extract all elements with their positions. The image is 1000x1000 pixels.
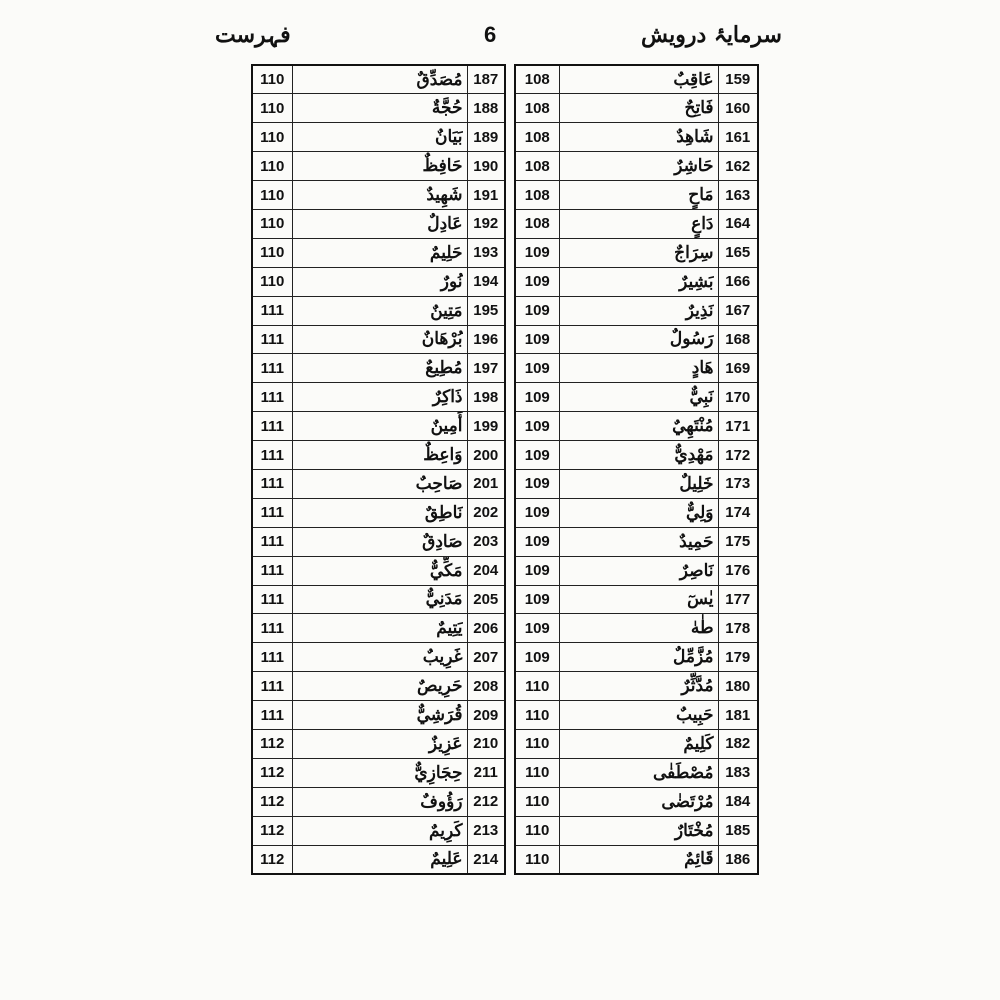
page-cell: 109 [515, 296, 559, 325]
name-cell: مَتِينٌ [292, 296, 467, 325]
name-cell: مَاحٍ [559, 181, 718, 210]
name-cell: عَاقِبٌ [559, 65, 718, 94]
name-cell: صَادِقٌ [292, 527, 467, 556]
number-cell: 167 [718, 296, 758, 325]
page-cell: 109 [515, 383, 559, 412]
number-cell: 186 [718, 845, 758, 874]
table-row [515, 556, 758, 585]
page-cell: 111 [252, 585, 292, 614]
page-cell: 109 [515, 556, 559, 585]
page-cell: 111 [252, 354, 292, 383]
name-cell: مَكِّيٌّ [292, 556, 467, 585]
page-cell: 109 [515, 469, 559, 498]
name-cell: مَدَنِيٌّ [292, 585, 467, 614]
table-row [252, 816, 505, 845]
name-cell: حِجَازِيٌّ [292, 758, 467, 787]
name-cell: نَاصِرٌ [559, 556, 718, 585]
number-cell: 177 [718, 585, 758, 614]
table-row [515, 585, 758, 614]
name-cell: شَهِيدٌ [292, 181, 467, 210]
number-cell: 189 [467, 123, 505, 152]
table-row [515, 758, 758, 787]
name-cell: حَبِيبٌ [559, 701, 718, 730]
name-cell: مُصَدِّقٌ [292, 65, 467, 94]
number-cell: 198 [467, 383, 505, 412]
table-row [515, 701, 758, 730]
page-cell: 111 [252, 498, 292, 527]
name-cell: غَرِيبٌ [292, 643, 467, 672]
number-cell: 202 [467, 498, 505, 527]
number-cell: 161 [718, 123, 758, 152]
name-cell: رَسُولٌ [559, 325, 718, 354]
table-row [515, 672, 758, 701]
number-cell: 190 [467, 152, 505, 181]
table-row [252, 527, 505, 556]
number-cell: 160 [718, 94, 758, 123]
table-row [252, 729, 505, 758]
table-row [515, 94, 758, 123]
page-cell: 110 [252, 65, 292, 94]
table-row [252, 238, 505, 267]
number-cell: 174 [718, 498, 758, 527]
table-row [515, 729, 758, 758]
number-cell: 171 [718, 412, 758, 441]
name-cell: حُجَّةٌ [292, 94, 467, 123]
number-cell: 214 [467, 845, 505, 874]
number-cell: 191 [467, 181, 505, 210]
table-row [252, 585, 505, 614]
number-cell: 210 [467, 729, 505, 758]
table-row [252, 701, 505, 730]
page-cell: 108 [515, 65, 559, 94]
table-row [515, 787, 758, 816]
number-cell: 200 [467, 441, 505, 470]
table-row [252, 556, 505, 585]
number-cell: 212 [467, 787, 505, 816]
number-cell: 165 [718, 238, 758, 267]
name-cell: نَبِيٌّ [559, 383, 718, 412]
page-cell: 110 [252, 238, 292, 267]
page-cell: 111 [252, 441, 292, 470]
name-cell: دَاعٍ [559, 209, 718, 238]
name-cell: عَزِيزٌ [292, 729, 467, 758]
name-cell: طٰهٰ [559, 614, 718, 643]
page-cell: 110 [252, 123, 292, 152]
page-cell: 110 [252, 181, 292, 210]
page-cell: 111 [252, 383, 292, 412]
index-table-right-body [515, 65, 758, 874]
table-row [252, 441, 505, 470]
name-cell: مُدَّثِّرٌ [559, 672, 718, 701]
page-cell: 109 [515, 354, 559, 383]
name-cell: مُطِيعٌ [292, 354, 467, 383]
table-row [252, 325, 505, 354]
number-cell: 180 [718, 672, 758, 701]
page-cell: 112 [252, 758, 292, 787]
number-cell: 197 [467, 354, 505, 383]
name-cell: نَاطِقٌ [292, 498, 467, 527]
table-row [252, 845, 505, 874]
name-cell: أَمِينٌ [292, 412, 467, 441]
name-cell: قَائِمٌ [559, 845, 718, 874]
table-row [515, 152, 758, 181]
table-row [515, 816, 758, 845]
number-cell: 168 [718, 325, 758, 354]
table-row [515, 845, 758, 874]
page-cell: 111 [252, 527, 292, 556]
page-cell: 111 [252, 412, 292, 441]
number-cell: 163 [718, 181, 758, 210]
number-cell: 208 [467, 672, 505, 701]
name-cell: نُورٌ [292, 267, 467, 296]
page-cell: 110 [515, 787, 559, 816]
name-cell: نَذِيرٌ [559, 296, 718, 325]
name-cell: مَهْدِيٌّ [559, 441, 718, 470]
name-cell: خَلِيلٌ [559, 469, 718, 498]
number-cell: 205 [467, 585, 505, 614]
number-cell: 201 [467, 469, 505, 498]
table-row [252, 123, 505, 152]
name-cell: مُخْتَارٌ [559, 816, 718, 845]
number-cell: 184 [718, 787, 758, 816]
number-cell: 162 [718, 152, 758, 181]
page-cell: 109 [515, 441, 559, 470]
table-row [515, 383, 758, 412]
table-row [515, 123, 758, 152]
index-table-right [514, 64, 759, 875]
table-row [252, 94, 505, 123]
page-cell: 109 [515, 527, 559, 556]
section-title: فہرست [215, 22, 291, 48]
table-row [252, 614, 505, 643]
page-cell: 110 [252, 94, 292, 123]
page-cell: 111 [252, 469, 292, 498]
page-cell: 111 [252, 296, 292, 325]
page-cell: 109 [515, 325, 559, 354]
page-cell: 108 [515, 152, 559, 181]
page-cell: 108 [515, 123, 559, 152]
name-cell: كَرِيمٌ [292, 816, 467, 845]
table-row [515, 181, 758, 210]
number-cell: 176 [718, 556, 758, 585]
name-cell: مُرْتَضٰى [559, 787, 718, 816]
table-row [252, 65, 505, 94]
table-row [252, 643, 505, 672]
page-cell: 110 [515, 672, 559, 701]
number-cell: 175 [718, 527, 758, 556]
table-row [515, 267, 758, 296]
table-row [515, 325, 758, 354]
table-row [252, 181, 505, 210]
page-cell: 110 [252, 152, 292, 181]
name-cell: صَاحِبٌ [292, 469, 467, 498]
number-cell: 194 [467, 267, 505, 296]
number-cell: 181 [718, 701, 758, 730]
page-cell: 112 [252, 729, 292, 758]
table-row [515, 412, 758, 441]
name-cell: حَلِيمٌ [292, 238, 467, 267]
number-cell: 211 [467, 758, 505, 787]
table-row [515, 469, 758, 498]
number-cell: 179 [718, 643, 758, 672]
number-cell: 159 [718, 65, 758, 94]
page-cell: 110 [515, 845, 559, 874]
page-cell: 110 [252, 209, 292, 238]
number-cell: 172 [718, 441, 758, 470]
table-row [252, 296, 505, 325]
number-cell: 182 [718, 729, 758, 758]
name-cell: كَلِيمٌ [559, 729, 718, 758]
number-cell: 203 [467, 527, 505, 556]
table-row [252, 672, 505, 701]
page-cell: 111 [252, 701, 292, 730]
table-row [252, 787, 505, 816]
name-cell: هَادٍ [559, 354, 718, 383]
name-cell: حَرِيصٌ [292, 672, 467, 701]
page-cell: 109 [515, 498, 559, 527]
table-row [252, 412, 505, 441]
number-cell: 195 [467, 296, 505, 325]
name-cell: يَتِيمٌ [292, 614, 467, 643]
name-cell: مُصْطَفٰى [559, 758, 718, 787]
table-row [515, 354, 758, 383]
number-cell: 183 [718, 758, 758, 787]
page-cell: 109 [515, 412, 559, 441]
name-cell: رَؤُوفٌ [292, 787, 467, 816]
name-cell: يٰسٓ [559, 585, 718, 614]
name-cell: بَشِيرٌ [559, 267, 718, 296]
number-cell: 213 [467, 816, 505, 845]
table-row [252, 498, 505, 527]
table-row [252, 267, 505, 296]
number-cell: 185 [718, 816, 758, 845]
table-row [515, 209, 758, 238]
name-cell: حَمِيدٌ [559, 527, 718, 556]
name-cell: قُرَشِيٌّ [292, 701, 467, 730]
number-cell: 164 [718, 209, 758, 238]
name-cell: فَاتِحٌ [559, 94, 718, 123]
number-cell: 170 [718, 383, 758, 412]
page-cell: 109 [515, 267, 559, 296]
name-cell: عَادِلٌ [292, 209, 467, 238]
page-cell: 111 [252, 672, 292, 701]
page-cell: 111 [252, 325, 292, 354]
name-cell: وَاعِظٌ [292, 441, 467, 470]
number-cell: 173 [718, 469, 758, 498]
number-cell: 178 [718, 614, 758, 643]
number-cell: 193 [467, 238, 505, 267]
page-cell: 108 [515, 209, 559, 238]
number-cell: 204 [467, 556, 505, 585]
book-title: سرمایۂ درویش [641, 22, 782, 48]
number-cell: 169 [718, 354, 758, 383]
page-number: 6 [484, 22, 497, 47]
page-cell: 109 [515, 643, 559, 672]
number-cell: 206 [467, 614, 505, 643]
table-row [515, 65, 758, 94]
page-cell: 110 [515, 701, 559, 730]
number-cell: 166 [718, 267, 758, 296]
table-row [515, 643, 758, 672]
number-cell: 207 [467, 643, 505, 672]
table-row [252, 469, 505, 498]
page-cell: 108 [515, 181, 559, 210]
number-cell: 187 [467, 65, 505, 94]
table-row [515, 238, 758, 267]
table-row [515, 527, 758, 556]
number-cell: 188 [467, 94, 505, 123]
page-cell: 112 [252, 845, 292, 874]
page-cell: 109 [515, 614, 559, 643]
page-cell: 112 [252, 787, 292, 816]
name-cell: وَلِيٌّ [559, 498, 718, 527]
table-row [515, 498, 758, 527]
page-cell: 108 [515, 94, 559, 123]
name-cell: مُزَّمِّلٌ [559, 643, 718, 672]
number-cell: 196 [467, 325, 505, 354]
table-row [252, 354, 505, 383]
page-cell: 110 [515, 758, 559, 787]
name-cell: شَاهِدٌ [559, 123, 718, 152]
table-row [515, 296, 758, 325]
page-cell: 109 [515, 238, 559, 267]
name-cell: عَلِيمٌ [292, 845, 467, 874]
table-row [515, 614, 758, 643]
page-cell: 112 [252, 816, 292, 845]
name-cell: مُنْتَهِيٌ [559, 412, 718, 441]
page-cell: 110 [515, 729, 559, 758]
table-row [252, 758, 505, 787]
page-cell: 111 [252, 614, 292, 643]
name-cell: بَيَانٌ [292, 123, 467, 152]
name-cell: حَاشِرٌ [559, 152, 718, 181]
page-cell: 111 [252, 556, 292, 585]
table-row [252, 152, 505, 181]
page-cell: 110 [252, 267, 292, 296]
table-row [252, 209, 505, 238]
number-cell: 192 [467, 209, 505, 238]
name-cell: حَافِظٌ [292, 152, 467, 181]
name-cell: بُرْهَانٌ [292, 325, 467, 354]
index-table-left-body [252, 65, 505, 874]
table-row [515, 441, 758, 470]
table-row [252, 383, 505, 412]
page-cell: 109 [515, 585, 559, 614]
number-cell: 209 [467, 701, 505, 730]
name-cell: سِرَاجٌ [559, 238, 718, 267]
page-cell: 110 [515, 816, 559, 845]
index-table-left [251, 64, 506, 875]
name-cell: ذَاكِرٌ [292, 383, 467, 412]
number-cell: 199 [467, 412, 505, 441]
page-cell: 111 [252, 643, 292, 672]
